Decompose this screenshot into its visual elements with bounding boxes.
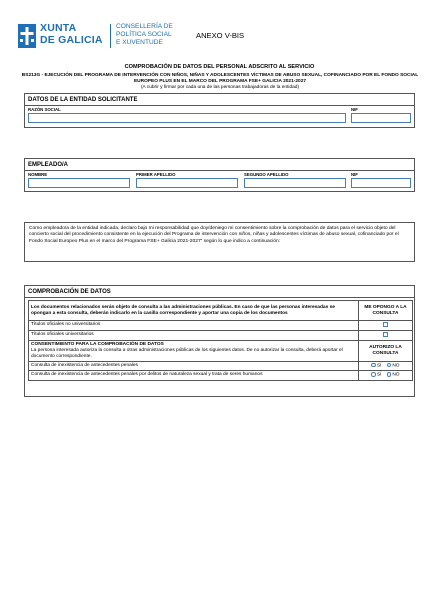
intro-text: Los documentos relacionados serán objeto de consulta a las administraciones públicas. En caso de que las personas interesadas se opongan a esta consulta, deberán indicarlo en la casilla correspondiente y aportar una copia de los documentos [29, 301, 359, 321]
entity-nif-label: NIF [351, 107, 358, 112]
authorize-cell [359, 361, 413, 371]
no-label: NO [392, 363, 400, 369]
logo-divider [110, 24, 111, 48]
page-header [18, 22, 428, 54]
consent-statement: Como empleado/a de la entidad indicada, declaro bajo mi responsabilidad que doy/deniego mi consentimiento sobre la comprobación de datos para el servicio objeto del concierto social del procedimiento consistente en la ejecución del Programa de intervención con niños, niñas y adolescentes víctimas de abuso sexual, cofinanciado por el Fondo Social Europeo Plus en el marco del Programa FSE+ Galicia 2021-2027” según lo que indico a continuación: [24, 222, 415, 262]
segundo-apellido-label: SEGUNDO APELLIDO [244, 172, 289, 177]
annex-label: ANEXO V-BIS [196, 31, 245, 40]
oppose-cell [359, 321, 413, 331]
employee-nif-input[interactable] [351, 178, 411, 188]
table-row [29, 361, 413, 371]
section-divider [25, 105, 414, 106]
yes-radio[interactable] [371, 372, 376, 377]
department-name [116, 23, 173, 47]
dept-line-3: E XUVENTUDE [116, 39, 163, 46]
table-row [29, 301, 413, 321]
no-radio[interactable] [387, 372, 392, 377]
logo-text [40, 22, 103, 46]
authorize-cell [359, 371, 413, 381]
no-option[interactable] [387, 363, 400, 370]
table-row [29, 321, 413, 331]
nombre-input[interactable] [28, 178, 130, 188]
oppose-cell [359, 330, 413, 340]
doc-label: Títulos oficiales no universitarios [29, 321, 359, 331]
consent-cell [29, 340, 359, 361]
dept-line-2: POLÍTICA SOCIAL [116, 31, 172, 38]
yes-option[interactable] [371, 363, 381, 370]
authorize-header: AUTORIZO LA CONSULTA [359, 340, 413, 361]
entity-nif-input[interactable] [351, 113, 411, 123]
logo-line-2: DE GALICIA [40, 34, 103, 46]
procedure-description: BS213G - EJECUCIÓN DEL PROGRAMA DE INTERVENCIÓN CON NIÑOS, NIÑAS Y ADOLESCENTES VÍCTIMAS DE ABUSO SEXUAL, COFINANCIADO POR EL FONDO SOCIAL EUROPEO PLUS EN EL MARCO DEL PROGRAMA FSE+ GALICIA 2021-2027 [21, 73, 419, 84]
verification-table [28, 300, 413, 381]
xunta-logo-icon [18, 24, 36, 48]
no-label: NO [392, 372, 400, 378]
oppose-header: ME OPONGO A LA CONSULTA [359, 301, 413, 321]
employee-section-title: EMPLEADO/A [28, 162, 69, 168]
oppose-checkbox[interactable] [383, 332, 388, 337]
table-row [29, 340, 413, 361]
consent-title: CONSENTIMIENTO PARA LA COMPROBACIÓN DE DATOS [31, 341, 164, 347]
dept-line-1: CONSELLERÍA DE [116, 23, 173, 30]
item-label: Consulta de inexistencia de antecedentes penales [29, 361, 359, 371]
razon-social-input[interactable] [28, 113, 346, 123]
segundo-apellido-input[interactable] [244, 178, 346, 188]
verification-section-title: COMPROBACIÓN DE DATOS [28, 289, 111, 295]
yes-radio[interactable] [371, 363, 376, 368]
logo-line-1: XUNTA [40, 22, 77, 34]
entity-section [24, 93, 415, 128]
nombre-label: NOMBRE [28, 172, 48, 177]
section-divider [25, 297, 414, 298]
entity-section-title: DATOS DE LA ENTIDAD SOLICITANTE [28, 97, 138, 103]
document-title: COMPROBACIÓN DE DATOS DEL PERSONAL ADSCRITO AL SERVICIO [124, 64, 315, 70]
table-row [29, 371, 413, 381]
section-divider [25, 170, 414, 171]
yes-label: SÍ [376, 372, 382, 378]
yes-option[interactable] [371, 372, 381, 379]
no-radio[interactable] [387, 363, 392, 368]
yes-label: SÍ [376, 363, 382, 369]
no-option[interactable] [387, 372, 400, 379]
consent-body: La persona interesada autoriza la consulta a otras administraciones públicas de los siguientes datos. De no autorizar la consulta, deberá aportar el documento correspondiente. [31, 347, 343, 359]
doc-label: Títulos oficiales universitarios [29, 330, 359, 340]
verification-section [24, 285, 415, 397]
employee-nif-label: NIF [351, 172, 358, 177]
table-row [29, 330, 413, 340]
oppose-checkbox[interactable] [383, 322, 388, 327]
primer-apellido-input[interactable] [136, 178, 238, 188]
item-label: Consulta de inexistencia de antecedentes penales por delitos de naturaleza sexual y trata de seres humanos [29, 371, 359, 381]
razon-social-label: RAZÓN SOCIAL [28, 107, 61, 112]
primer-apellido-label: PRIMER APELLIDO [136, 172, 176, 177]
document-note: (A cubrir y firmar por cada una de las personas trabajadoras de la entidad) [140, 85, 300, 90]
document-subtitle [20, 73, 420, 91]
employee-section [24, 158, 415, 192]
